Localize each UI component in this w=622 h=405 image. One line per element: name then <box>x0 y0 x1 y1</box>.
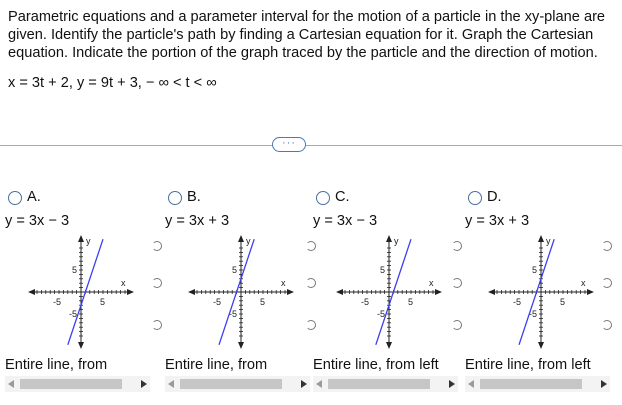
x-axis-label: x <box>429 278 434 288</box>
y-axis-up-arrow <box>538 235 544 242</box>
graph-option-c <box>333 232 445 352</box>
radio-option-c[interactable] <box>316 191 330 205</box>
refresh-icon[interactable] <box>602 241 612 251</box>
bracket-icon <box>452 320 462 330</box>
y-tick-label: 5 <box>380 265 386 275</box>
scroll-left-icon[interactable] <box>468 380 474 388</box>
x-axis-left-arrow <box>28 289 35 295</box>
option-formula: y = 3x − 3 <box>5 213 70 229</box>
graph-option-d <box>485 232 597 352</box>
x-axis-left-arrow <box>488 289 495 295</box>
option-caption: Entire line, from left <box>313 357 439 373</box>
bracket-icon <box>306 320 316 330</box>
y-tick-label: 5 <box>72 265 78 275</box>
x-axis-right-arrow <box>287 289 294 295</box>
scroll-right-icon[interactable] <box>601 380 607 388</box>
scrollbar-option-d[interactable] <box>465 376 610 392</box>
graph-option-a <box>25 232 137 352</box>
option-formula: y = 3x − 3 <box>313 213 378 229</box>
y-axis-up-arrow <box>238 235 244 242</box>
y-axis-up-arrow <box>386 235 392 242</box>
refresh-icon[interactable] <box>452 241 462 251</box>
scroll-left-icon[interactable] <box>316 380 322 388</box>
option-d[interactable] <box>465 186 613 401</box>
y-axis-label: y <box>394 236 399 246</box>
x-tick-label: -5 <box>513 297 522 307</box>
y-tick-label: -5 <box>69 309 78 319</box>
radio-option-a[interactable] <box>8 191 22 205</box>
y-axis-down-arrow <box>78 342 84 349</box>
x-tick-label: -5 <box>213 297 222 307</box>
y-axis-label: y <box>546 236 551 246</box>
radio-option-d[interactable] <box>468 191 482 205</box>
y-axis-down-arrow <box>538 342 544 349</box>
scroll-left-icon[interactable] <box>168 380 174 388</box>
x-axis-label: x <box>581 278 586 288</box>
option-letter: C. <box>335 189 350 205</box>
x-axis-label: x <box>121 278 126 288</box>
refresh-icon[interactable] <box>602 278 612 288</box>
option-formula: y = 3x + 3 <box>465 213 530 229</box>
bracket-icon <box>152 320 162 330</box>
scroll-right-icon[interactable] <box>141 380 147 388</box>
x-axis-left-arrow <box>188 289 195 295</box>
option-caption: Entire line, from <box>165 357 268 373</box>
option-letter: A. <box>27 189 41 205</box>
scroll-thumb[interactable] <box>180 379 282 389</box>
y-tick-label: -5 <box>377 309 386 319</box>
option-formula: y = 3x + 3 <box>165 213 230 229</box>
y-axis-down-arrow <box>238 342 244 349</box>
x-tick-label: 5 <box>408 297 414 307</box>
scroll-thumb[interactable] <box>480 379 582 389</box>
question-text: Parametric equations and a parameter interval for the motion of a particle in the xy-plane are given. Identify the particle's path by finding a Cartesian equation for it. Graph the Cartesian equation. Indicate the portion of the graph traced by the particle and the direction of motion. <box>8 9 606 61</box>
y-axis-down-arrow <box>386 342 392 349</box>
scroll-left-icon[interactable] <box>8 380 14 388</box>
x-tick-label: 5 <box>260 297 266 307</box>
refresh-icon[interactable] <box>152 241 162 251</box>
y-tick-label: 5 <box>232 265 238 275</box>
y-axis-label: y <box>86 236 91 246</box>
option-letter: D. <box>487 189 502 205</box>
y-axis-label: y <box>246 236 251 246</box>
scroll-thumb[interactable] <box>328 379 430 389</box>
refresh-icon[interactable] <box>452 278 462 288</box>
option-b[interactable] <box>165 186 313 401</box>
y-axis-up-arrow <box>78 235 84 242</box>
x-axis-label: x <box>281 278 286 288</box>
x-tick-label: 5 <box>560 297 566 307</box>
more-button[interactable]: ··· <box>272 137 306 152</box>
option-a[interactable] <box>5 186 153 401</box>
graph-option-b <box>185 232 297 352</box>
option-c[interactable] <box>313 186 461 401</box>
option-caption: Entire line, from left <box>465 357 591 373</box>
scrollbar-option-b[interactable] <box>165 376 310 392</box>
x-axis-left-arrow <box>336 289 343 295</box>
scrollbar-option-a[interactable] <box>5 376 150 392</box>
y-tick-label: -5 <box>529 309 538 319</box>
option-letter: B. <box>187 189 201 205</box>
x-tick-label: -5 <box>361 297 370 307</box>
scroll-right-icon[interactable] <box>449 380 455 388</box>
x-axis-right-arrow <box>587 289 594 295</box>
x-tick-label: -5 <box>53 297 62 307</box>
x-axis-right-arrow <box>127 289 134 295</box>
option-caption: Entire line, from <box>5 357 108 373</box>
y-tick-label: 5 <box>532 265 538 275</box>
refresh-icon[interactable] <box>306 278 316 288</box>
refresh-icon[interactable] <box>306 241 316 251</box>
scroll-right-icon[interactable] <box>301 380 307 388</box>
y-tick-label: -5 <box>229 309 238 319</box>
bracket-icon <box>602 320 612 330</box>
x-tick-label: 5 <box>100 297 106 307</box>
x-axis-right-arrow <box>435 289 442 295</box>
scrollbar-option-c[interactable] <box>313 376 458 392</box>
refresh-icon[interactable] <box>152 278 162 288</box>
radio-option-b[interactable] <box>168 191 182 205</box>
parametric-equations: x = 3t + 2, y = 9t + 3, − ∞ < t < ∞ <box>8 75 217 91</box>
scroll-thumb[interactable] <box>20 379 122 389</box>
divider <box>0 145 622 146</box>
